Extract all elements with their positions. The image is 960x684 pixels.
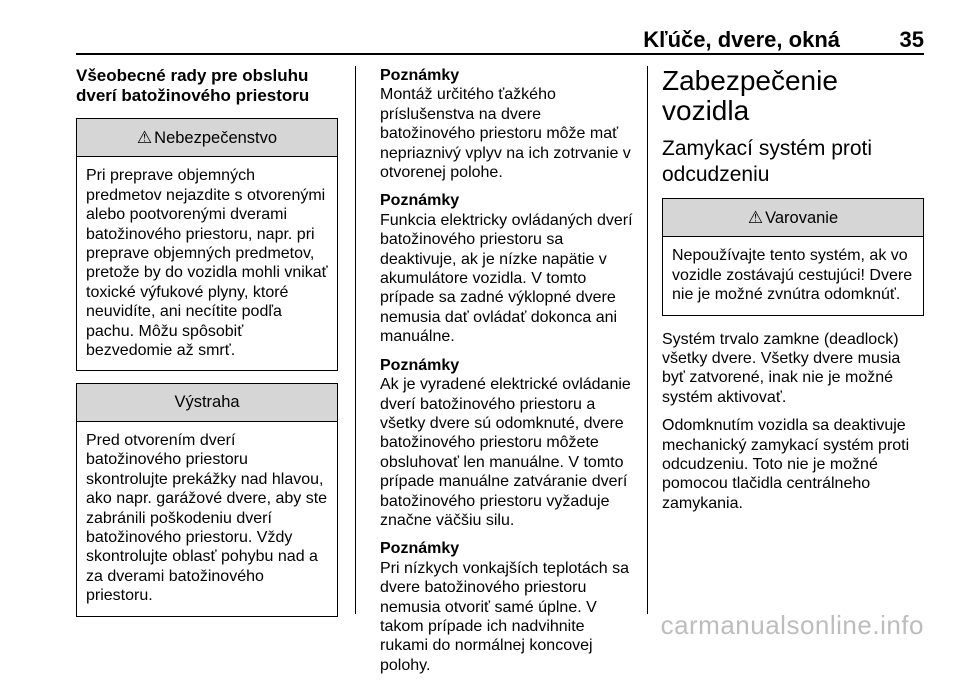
chapter-heading: Zabezpečenie vozidla [662, 65, 838, 126]
note-text: Ak je vyradené elektrické ovládanie dverí batožinového priestoru a všetky dvere sú odomknuté, dvere batožinového priestoru môžete obsluhovať len manuálne. V tomto prípade manuálne zatváranie dverí batožinového priestoru vyžaduje značne väčšiu silu. [380, 376, 631, 529]
note-label: Poznámky [380, 192, 460, 210]
warning-triangle-icon: ⚠ [747, 208, 764, 227]
column-3 [662, 66, 924, 522]
caution-box-header [77, 384, 337, 421]
note-label: Poznámky [380, 540, 460, 558]
caution-box-text: Pred otvorením dverí batožinového priestoru skontrolujte prekážky nad hlavou, ako napr. garážové dvere, aby ste zabránili poškodeniu dverí batožinového priestoru. Vždy skontrolujte oblasť pohybu nad a za dverami batožinového priestoru. [86, 431, 328, 605]
warning-box-text: Nepoužívajte tento systém, ak vo vozidle zostávajú cestujúci! Dvere nie je možné zvnútra odomknúť. [672, 247, 913, 304]
page-number: 35 [899, 27, 924, 52]
note-text: Montáž určitého ťažkého príslušenstva na dvere batožinového priestoru môže mať nepriaznivý vplyv na ich zotrvanie v otvorenej polohe. [380, 86, 631, 182]
column-1 [76, 66, 338, 629]
caution-box-title: Výstraha [174, 393, 240, 412]
paragraph: Systém trvalo zamkne (deadlock) všetky dvere. Všetky dvere musia byť zatvorené, inak nie je možné systém aktivovať. [662, 330, 901, 406]
header-rule [76, 53, 924, 55]
note-label: Poznámky [380, 356, 460, 374]
note-label: Poznámky [380, 67, 460, 84]
subsection-heading: Zamykací systém proti odcudzeniu [662, 137, 873, 186]
note [380, 66, 634, 182]
column-divider [355, 66, 356, 614]
danger-box-title: Nebezpečenstvo [154, 129, 278, 147]
warning-triangle-icon: ⚠ [136, 128, 153, 147]
note [380, 191, 634, 346]
note [380, 539, 634, 675]
paragraph: Odomknutím vozidla sa deaktivuje mechanický zamykací systém proti odcudzeniu. Toto nie je možné pomocou tlačidla centrálneho zamykania. [662, 417, 910, 512]
watermark: carmanualsonline.info [660, 610, 924, 640]
caution-box [76, 383, 338, 616]
column-2 [380, 66, 634, 684]
note-text: Funkcia elektricky ovládaných dverí batožinového priestoru sa deaktivuje, ak je nízke napätie v akumulátore vozidla. V tomto prípade sa zadné výklopné dvere nemusia dať ovládať dokonca ani manuálne. [380, 211, 633, 346]
danger-box [76, 118, 338, 371]
warning-box-title: Varovanie [765, 209, 839, 227]
warning-box [662, 198, 924, 316]
section-heading: Všeobecné rady pre obsluhu dverí batožinového priestoru [76, 66, 310, 105]
column-divider [647, 66, 648, 614]
header-title: Kľúče, dvere, okná [643, 27, 840, 52]
danger-box-header [77, 119, 337, 157]
warning-box-header [663, 199, 923, 237]
note [380, 356, 634, 531]
note-text: Pri nízkych vonkajších teplotách sa dvere batožinového priestoru nemusia otvoriť samé úplne. V takom prípade ich nadvihnite rukami do normálnej koncovej polohy. [380, 559, 630, 674]
danger-box-text: Pri preprave objemných predmetov nejazdite s otvorenými alebo pootvorenými dverami batožinového priestoru, napr. pri preprave objemných predmetov, pretože by do vozidla mohli vnikať toxické výfukové plyny, ktoré neuvidíte, ani necítite podľa pachu. Môžu spôsobiť bezvedomie až smrť. [86, 167, 328, 360]
